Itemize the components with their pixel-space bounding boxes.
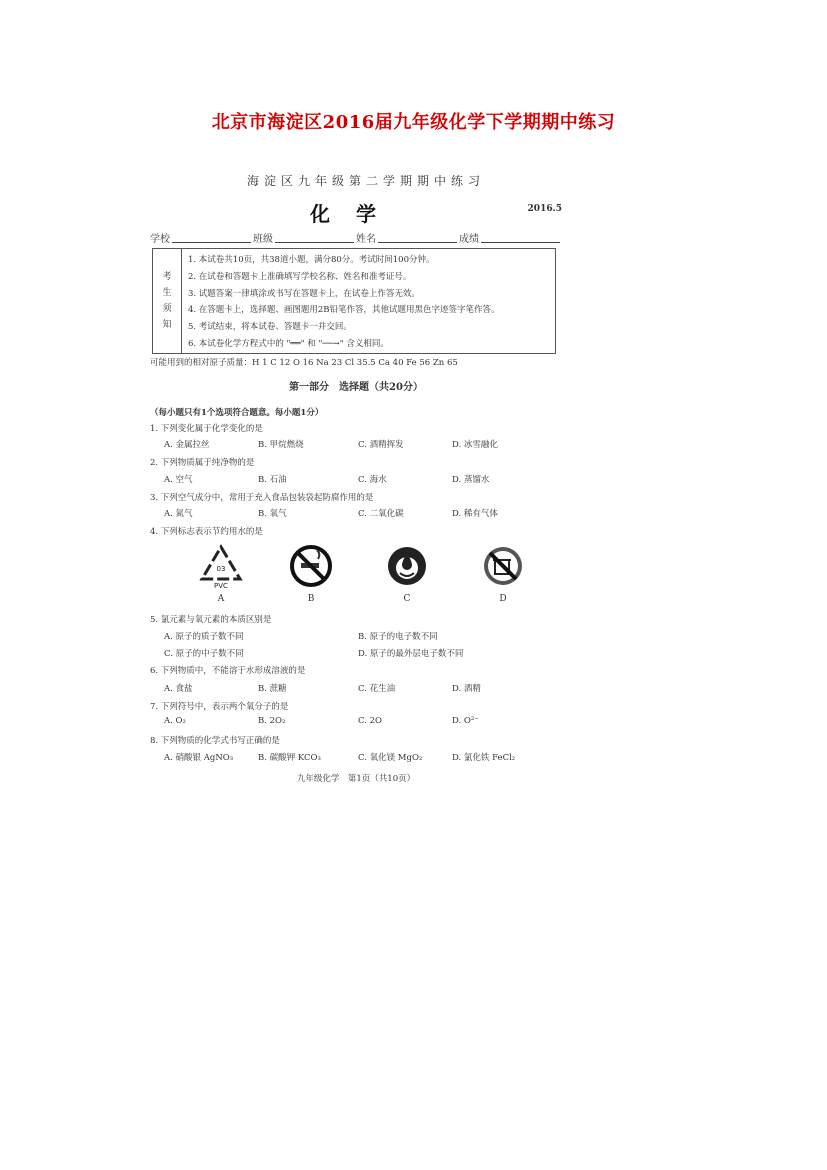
class-label: 班级 [253,234,273,245]
question-stem: 4. 下列标志表示节约用水的是 [150,527,263,537]
notice-heading-char: 知 [162,320,172,330]
sign-material-text: PVC [214,582,228,589]
name-blank [378,230,457,243]
option: D. O²⁻ [452,716,479,726]
exam-date: 2016.5 [527,204,562,214]
notice-heading [153,249,182,353]
question-stem: 6. 下列物质中，不能溶于水形成溶液的是 [150,666,306,676]
option: C. 氧化镁 MgO₂ [358,753,423,763]
option: A. 食盐 [164,684,193,694]
option: D. 稀有气体 [452,509,498,519]
option: B. 蔗糖 [258,684,287,694]
option: D. 蒸馏水 [452,475,490,485]
part-one-instruction: （每小题只有1个选项符合题意。每小题1分） [150,408,324,418]
score-label: 成绩 [459,234,479,245]
option: A. O₂ [164,716,186,726]
page-footer: 九年级化学 第1页（共10页） [296,774,416,784]
option: D. 原子的最外层电子数不同 [358,649,464,659]
option: B. 碳酸钾 KCO₃ [258,753,321,763]
option: A. 金属拉丝 [164,440,210,450]
option: C. 原子的中子数不同 [164,649,244,659]
question-stem: 1. 下列变化属于化学变化的是 [150,424,263,434]
notice-items [182,249,555,353]
option: D. 氯化铁 FeCl₂ [452,753,516,763]
scanned-exam-page [146,160,566,800]
option: D. 冰雪融化 [452,440,498,450]
notice-item: 4. 在答题卡上，选择题、画图题用2B铅笔作答，其他试题用黑色字迹签字笔作答。 [188,305,500,316]
notice-heading-char: 生 [162,288,172,298]
notice-item: 1. 本试卷共10页，共38道小题，满分80分。考试时间100分钟。 [188,255,435,265]
option: A. 空气 [164,475,193,485]
option: C. 花生油 [358,684,396,694]
option: C. 海水 [358,475,387,485]
option: D. 酒精 [452,684,481,694]
notice-item: 2. 在试卷和答题卡上准确填写学校名称、姓名和准考证号。 [188,271,412,282]
notice-heading-char: 考 [162,272,172,282]
option: C. 酒精挥发 [358,440,404,450]
sign-code-text: 03 [216,565,226,573]
document-title: 北京市海淀区2016届九年级化学下学期期中练习 [211,112,616,133]
name-label: 姓名 [356,234,376,245]
sign-label: C [403,594,411,604]
score-blank [481,230,560,243]
option: A. 氮气 [164,509,193,519]
notice-item: 5. 考试结束，将本试卷、答题卡一并交回。 [188,322,352,333]
option: A. 硝酸银 AgNO₃ [164,753,234,763]
school-blank [172,230,251,243]
sign-label: A [217,594,225,604]
no-smoking-icon [288,543,334,589]
option: B. 原子的电子数不同 [358,632,438,642]
notice-box [152,248,556,354]
class-blank [275,230,354,243]
option: B. 2O₂ [258,716,286,726]
part-one-title: 第一部分 选择题（共20分） [289,382,423,393]
student-info-row [150,230,562,245]
option: B. 石油 [258,475,287,485]
exam-subtitle: 海淀区九年级第二学期期中练习 [246,174,485,188]
option: B. 氧气 [258,509,287,519]
question-stem: 5. 氯元素与氧元素的本质区别是 [150,615,272,625]
option: C. 2O [358,716,382,726]
notice-item: 3. 试题答案一律填涂或书写在答题卡上，在试卷上作答无效。 [188,288,420,299]
notice-item: 6. 本试卷化学方程式中的 "══" 和 "──→" 含义相同。 [188,338,389,349]
atomic-masses: 可能用到的相对原子质量：H 1 C 12 O 16 Na 23 Cl 35.5 Ca 40 Fe 56 Zn 65 [150,358,458,368]
sign-label: B [307,594,315,604]
recycle-pvc-icon [198,543,244,589]
question-stem: 2. 下列物质属于纯净物的是 [150,458,255,468]
question-stem: 3. 下列空气成分中，常用于充入食品包装袋起防腐作用的是 [150,493,374,503]
question-stem: 7. 下列符号中，表示两个氧分子的是 [150,702,289,712]
notice-heading-char: 须 [162,304,172,314]
sign-label: D [499,594,507,604]
option: B. 甲烷燃烧 [258,440,304,450]
question-stem: 8. 下列物质的化学式书写正确的是 [150,736,280,746]
option: C. 二氧化碳 [358,509,404,519]
water-drop-icon [384,543,430,589]
school-label: 学校 [150,234,170,245]
option: A. 原子的质子数不同 [164,632,244,642]
no-littering-icon [480,543,526,589]
exam-subject: 化学 [310,202,402,226]
